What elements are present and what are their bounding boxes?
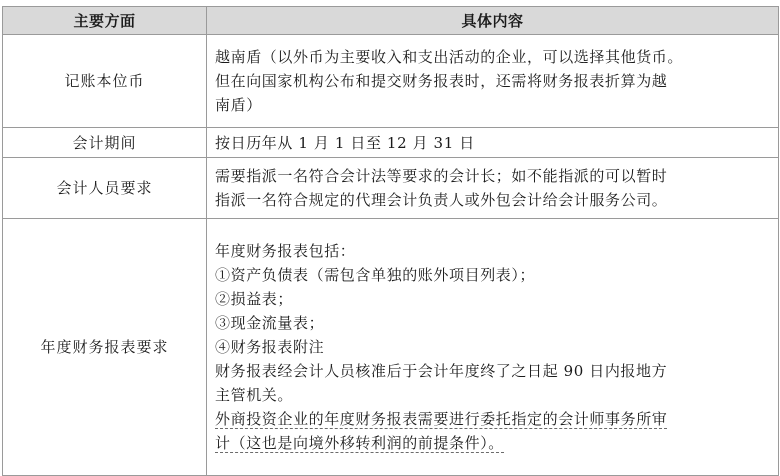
content-line: 越南盾（以外币为主要收入和支出活动的企业，可以选择其他货币。 — [215, 48, 684, 66]
content-line: 但在向国家机构公布和提交财务报表时，还需将财务报表折算为越 — [215, 72, 668, 90]
table-row — [3, 35, 779, 128]
content-line: 主管机关。 — [215, 386, 294, 404]
audit-note-line — [215, 431, 772, 455]
row-label-functional-currency: 记账本位币 — [3, 35, 207, 128]
row-content-accounting-staff — [207, 158, 779, 219]
content-line: 财务报表经会计人员核准后于会计年度终了之日起 90 日内报地方 — [215, 362, 668, 380]
audit-note-text: 计（这也是向境外移转利润的前提条件）。 — [215, 434, 504, 452]
content-line: ③现金流量表； — [215, 314, 325, 332]
row-label-annual-statements: 年度财务报表要求 — [3, 219, 207, 476]
audit-note-text: 外商投资企业的年度财务报表需要进行委托指定的会计师事务所审 — [215, 410, 668, 428]
audit-note-line — [215, 407, 772, 431]
row-content-annual-statements — [207, 219, 779, 476]
row-content-accounting-period — [207, 128, 779, 158]
content-line: ④财务报表附注 — [215, 338, 325, 356]
content-line: ①资产负债表（需包含单独的账外项目列表）； — [215, 266, 536, 284]
accounting-requirements-table — [2, 6, 779, 476]
table-row — [3, 128, 779, 158]
content-line: 指派一名符合规定的代理会计负责人或外包会计给会计服务公司。 — [215, 191, 668, 209]
row-content-functional-currency — [207, 35, 779, 128]
header-row — [3, 7, 779, 35]
content-line: ②损益表； — [215, 290, 294, 308]
header-specific-content: 具体内容 — [207, 7, 779, 35]
content-line: 按日历年从 1 月 1 日至 12 月 31 日 — [215, 133, 475, 152]
header-main-aspect: 主要方面 — [3, 7, 207, 35]
row-label-accounting-period: 会计期间 — [3, 128, 207, 158]
table-row — [3, 219, 779, 476]
content-line: 南盾） — [215, 96, 262, 114]
row-label-accounting-staff: 会计人员要求 — [3, 158, 207, 219]
table-row — [3, 158, 779, 219]
content-line: 年度财务报表包括： — [215, 242, 356, 260]
content-line: 需要指派一名符合会计法等要求的会计长；如不能指派的可以暂时 — [215, 167, 668, 185]
